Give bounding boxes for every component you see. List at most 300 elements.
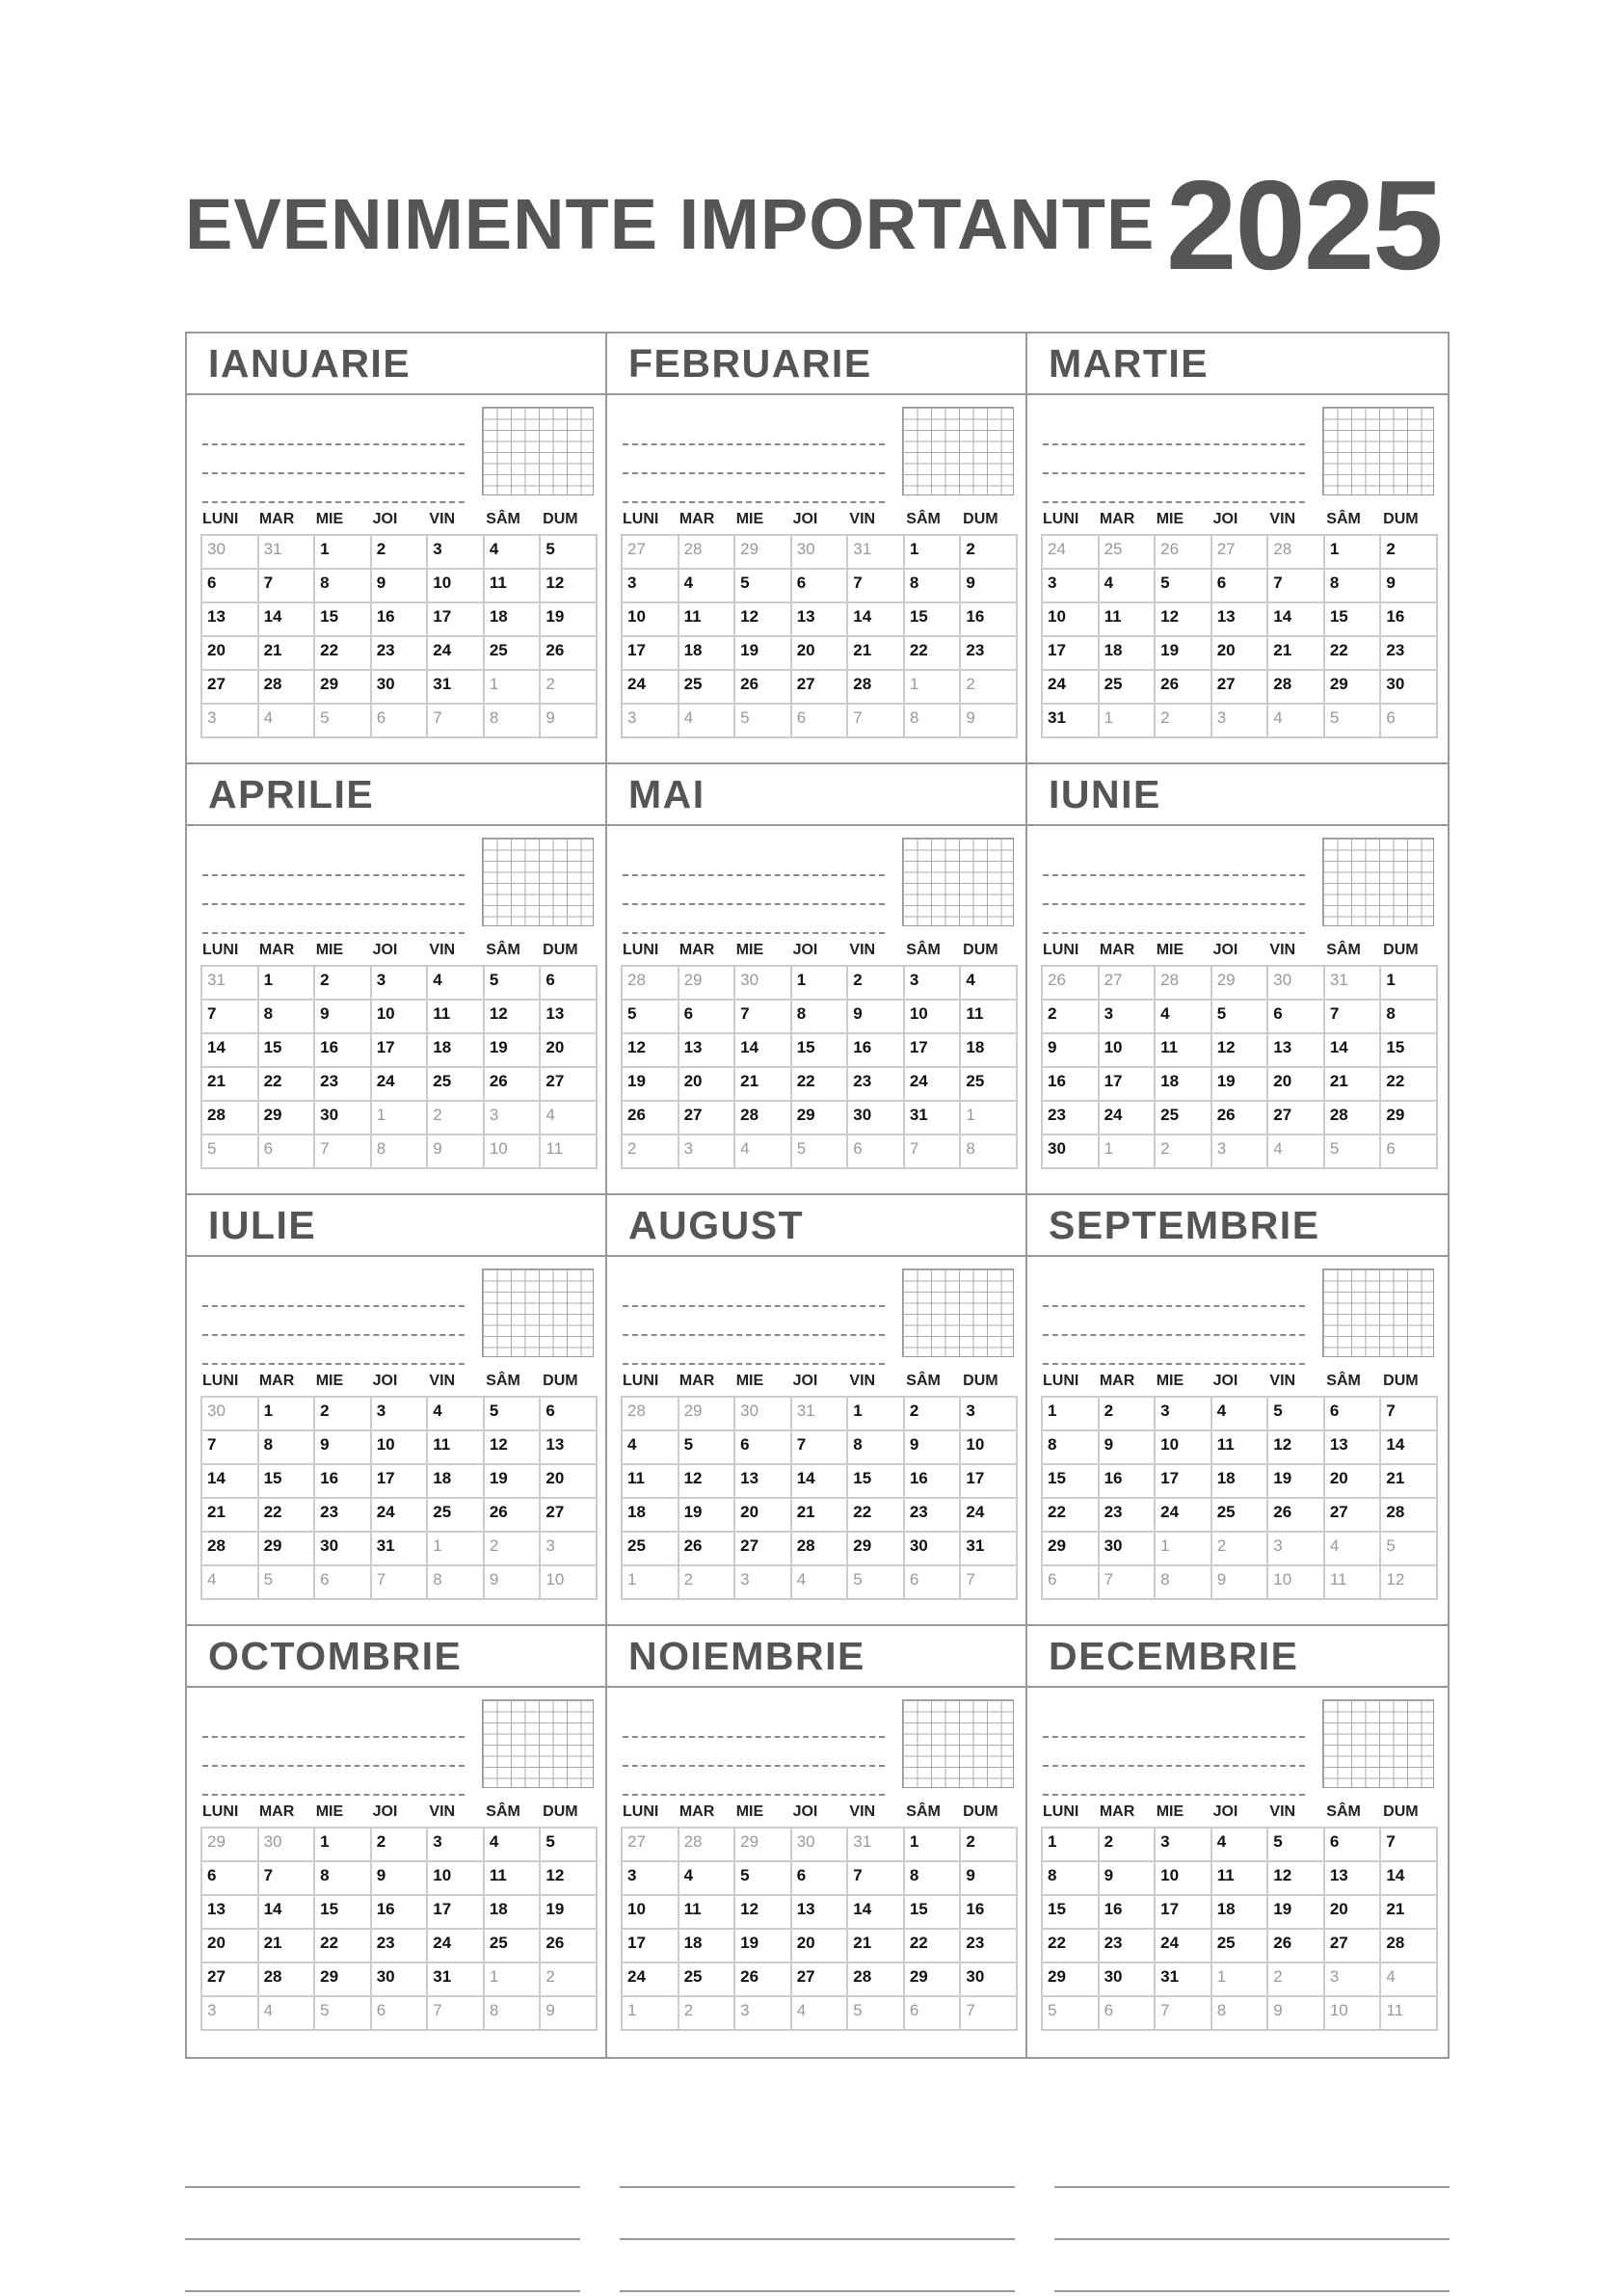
footer-note-line[interactable] <box>620 2136 1015 2188</box>
day-cell[interactable]: 2 <box>485 1533 542 1566</box>
day-cell[interactable]: 6 <box>1043 1566 1100 1600</box>
day-cell[interactable]: 19 <box>541 1896 598 1930</box>
day-cell[interactable]: 11 <box>1100 603 1157 637</box>
day-cell[interactable]: 2 <box>428 1102 485 1135</box>
note-line[interactable] <box>623 1767 885 1796</box>
day-cell[interactable]: 3 <box>202 1997 259 2031</box>
day-cell[interactable]: 2 <box>961 536 1018 570</box>
note-line[interactable] <box>202 1278 465 1307</box>
day-cell[interactable]: 30 <box>1100 1533 1157 1566</box>
day-cell[interactable]: 20 <box>1325 1465 1382 1499</box>
day-cell[interactable]: 8 <box>1325 570 1382 603</box>
day-cell[interactable]: 27 <box>792 671 849 705</box>
footer-note-line[interactable] <box>185 2188 580 2240</box>
day-cell[interactable]: 9 <box>485 1566 542 1600</box>
day-cell[interactable]: 8 <box>315 1862 372 1896</box>
day-cell[interactable]: 9 <box>961 570 1018 603</box>
day-cell[interactable]: 26 <box>1268 1499 1325 1533</box>
day-cell[interactable]: 19 <box>1212 1068 1269 1102</box>
day-cell[interactable]: 20 <box>679 1068 736 1102</box>
day-cell[interactable]: 5 <box>485 1398 542 1431</box>
day-cell[interactable]: 25 <box>428 1068 485 1102</box>
day-cell[interactable]: 10 <box>1268 1566 1325 1600</box>
day-cell[interactable]: 13 <box>1212 603 1269 637</box>
day-cell[interactable]: 29 <box>848 1533 905 1566</box>
day-cell[interactable]: 24 <box>1043 536 1100 570</box>
day-cell[interactable]: 30 <box>1100 1963 1157 1997</box>
day-cell[interactable]: 3 <box>372 1398 429 1431</box>
day-cell[interactable]: 18 <box>1212 1896 1269 1930</box>
day-cell[interactable]: 19 <box>623 1068 679 1102</box>
day-cell[interactable]: 1 <box>1381 967 1438 1001</box>
day-cell[interactable]: 22 <box>1043 1930 1100 1963</box>
day-cell[interactable]: 4 <box>485 536 542 570</box>
day-cell[interactable]: 24 <box>623 1963 679 1997</box>
day-cell[interactable]: 2 <box>315 967 372 1001</box>
day-cell[interactable]: 21 <box>259 637 316 671</box>
day-cell[interactable]: 9 <box>905 1431 962 1465</box>
day-cell[interactable]: 6 <box>1100 1997 1157 2031</box>
day-cell[interactable]: 27 <box>1212 536 1269 570</box>
day-cell[interactable]: 9 <box>315 1431 372 1465</box>
day-cell[interactable]: 20 <box>202 1930 259 1963</box>
day-cell[interactable]: 8 <box>485 705 542 738</box>
day-cell[interactable]: 28 <box>1381 1499 1438 1533</box>
day-cell[interactable]: 6 <box>315 1566 372 1600</box>
day-cell[interactable]: 5 <box>1381 1533 1438 1566</box>
day-cell[interactable]: 4 <box>679 705 736 738</box>
day-cell[interactable]: 13 <box>1268 1034 1325 1068</box>
day-cell[interactable]: 20 <box>735 1499 792 1533</box>
day-cell[interactable]: 26 <box>1268 1930 1325 1963</box>
day-cell[interactable]: 28 <box>848 671 905 705</box>
day-cell[interactable]: 31 <box>1325 967 1382 1001</box>
day-cell[interactable]: 21 <box>735 1068 792 1102</box>
day-cell[interactable]: 9 <box>1268 1997 1325 2031</box>
day-cell[interactable]: 27 <box>1325 1499 1382 1533</box>
day-cell[interactable]: 2 <box>961 671 1018 705</box>
note-line[interactable] <box>1043 474 1305 503</box>
day-cell[interactable]: 13 <box>202 603 259 637</box>
day-cell[interactable]: 30 <box>961 1963 1018 1997</box>
day-cell[interactable]: 19 <box>485 1465 542 1499</box>
day-cell[interactable]: 4 <box>961 967 1018 1001</box>
day-cell[interactable]: 28 <box>202 1533 259 1566</box>
day-cell[interactable]: 9 <box>848 1001 905 1034</box>
day-cell[interactable]: 4 <box>792 1997 849 2031</box>
day-cell[interactable]: 7 <box>202 1001 259 1034</box>
day-cell[interactable]: 23 <box>372 1930 429 1963</box>
note-line[interactable] <box>1043 1307 1305 1336</box>
day-cell[interactable]: 6 <box>679 1001 736 1034</box>
day-cell[interactable]: 14 <box>1325 1034 1382 1068</box>
day-cell[interactable]: 16 <box>315 1465 372 1499</box>
day-cell[interactable]: 28 <box>1268 671 1325 705</box>
day-cell[interactable]: 5 <box>541 1829 598 1862</box>
day-cell[interactable]: 19 <box>679 1499 736 1533</box>
day-cell[interactable]: 23 <box>315 1068 372 1102</box>
footer-note-line[interactable] <box>185 2136 580 2188</box>
day-cell[interactable]: 1 <box>259 967 316 1001</box>
day-cell[interactable]: 20 <box>792 1930 849 1963</box>
day-cell[interactable]: 29 <box>315 671 372 705</box>
day-cell[interactable]: 25 <box>679 1963 736 1997</box>
day-cell[interactable]: 16 <box>1043 1068 1100 1102</box>
day-cell[interactable]: 7 <box>259 1862 316 1896</box>
day-cell[interactable]: 25 <box>679 671 736 705</box>
day-cell[interactable]: 4 <box>1381 1963 1438 1997</box>
day-cell[interactable]: 20 <box>1268 1068 1325 1102</box>
day-cell[interactable]: 19 <box>735 637 792 671</box>
day-cell[interactable]: 8 <box>428 1566 485 1600</box>
day-cell[interactable]: 27 <box>541 1499 598 1533</box>
day-cell[interactable]: 10 <box>485 1135 542 1169</box>
day-cell[interactable]: 30 <box>259 1829 316 1862</box>
day-cell[interactable]: 16 <box>372 603 429 637</box>
day-cell[interactable]: 3 <box>1043 570 1100 603</box>
day-cell[interactable]: 30 <box>372 671 429 705</box>
day-cell[interactable]: 25 <box>1212 1930 1269 1963</box>
day-cell[interactable]: 20 <box>541 1465 598 1499</box>
day-cell[interactable]: 25 <box>485 637 542 671</box>
day-cell[interactable]: 4 <box>1212 1398 1269 1431</box>
day-cell[interactable]: 5 <box>848 1997 905 2031</box>
day-cell[interactable]: 21 <box>1381 1896 1438 1930</box>
note-line[interactable] <box>623 445 885 474</box>
day-cell[interactable]: 12 <box>679 1465 736 1499</box>
day-cell[interactable]: 3 <box>372 967 429 1001</box>
note-line[interactable] <box>202 847 465 876</box>
footer-note-line[interactable] <box>1054 2136 1450 2188</box>
day-cell[interactable]: 4 <box>202 1566 259 1600</box>
day-cell[interactable]: 17 <box>623 1930 679 1963</box>
day-cell[interactable]: 12 <box>541 570 598 603</box>
day-cell[interactable]: 18 <box>485 603 542 637</box>
day-cell[interactable]: 4 <box>735 1135 792 1169</box>
day-cell[interactable]: 28 <box>259 671 316 705</box>
day-cell[interactable]: 10 <box>541 1566 598 1600</box>
day-cell[interactable]: 5 <box>735 1862 792 1896</box>
day-cell[interactable]: 22 <box>1043 1499 1100 1533</box>
day-cell[interactable]: 8 <box>1156 1566 1212 1600</box>
day-cell[interactable]: 3 <box>1156 1829 1212 1862</box>
note-line[interactable] <box>623 1738 885 1767</box>
note-line[interactable] <box>1043 1767 1305 1796</box>
day-cell[interactable]: 10 <box>372 1001 429 1034</box>
day-cell[interactable]: 8 <box>259 1001 316 1034</box>
day-cell[interactable]: 19 <box>1156 637 1212 671</box>
day-cell[interactable]: 12 <box>735 1896 792 1930</box>
day-cell[interactable]: 3 <box>623 1862 679 1896</box>
day-cell[interactable]: 22 <box>259 1499 316 1533</box>
day-cell[interactable]: 22 <box>315 637 372 671</box>
day-cell[interactable]: 11 <box>428 1001 485 1034</box>
day-cell[interactable]: 23 <box>315 1499 372 1533</box>
day-cell[interactable]: 28 <box>735 1102 792 1135</box>
day-cell[interactable]: 5 <box>735 570 792 603</box>
day-cell[interactable]: 2 <box>372 536 429 570</box>
day-cell[interactable]: 14 <box>259 603 316 637</box>
day-cell[interactable]: 7 <box>1156 1997 1212 2031</box>
note-line[interactable] <box>202 1336 465 1365</box>
day-cell[interactable]: 21 <box>1325 1068 1382 1102</box>
day-cell[interactable]: 30 <box>848 1102 905 1135</box>
day-cell[interactable]: 3 <box>735 1997 792 2031</box>
day-cell[interactable]: 31 <box>792 1398 849 1431</box>
day-cell[interactable]: 3 <box>1100 1001 1157 1034</box>
day-cell[interactable]: 3 <box>961 1398 1018 1431</box>
day-cell[interactable]: 23 <box>372 637 429 671</box>
day-cell[interactable]: 15 <box>1043 1465 1100 1499</box>
day-cell[interactable]: 10 <box>905 1001 962 1034</box>
day-cell[interactable]: 20 <box>202 637 259 671</box>
day-cell[interactable]: 18 <box>679 637 736 671</box>
day-cell[interactable]: 4 <box>1212 1829 1269 1862</box>
day-cell[interactable]: 30 <box>905 1533 962 1566</box>
day-cell[interactable]: 28 <box>1325 1102 1382 1135</box>
day-cell[interactable]: 29 <box>1043 1533 1100 1566</box>
day-cell[interactable]: 2 <box>541 671 598 705</box>
day-cell[interactable]: 5 <box>202 1135 259 1169</box>
day-cell[interactable]: 26 <box>485 1499 542 1533</box>
day-cell[interactable]: 4 <box>485 1829 542 1862</box>
day-cell[interactable]: 23 <box>961 1930 1018 1963</box>
day-cell[interactable]: 16 <box>961 1896 1018 1930</box>
day-cell[interactable]: 6 <box>372 705 429 738</box>
day-cell[interactable]: 30 <box>372 1963 429 1997</box>
day-cell[interactable]: 29 <box>679 967 736 1001</box>
day-cell[interactable]: 3 <box>428 1829 485 1862</box>
day-cell[interactable]: 1 <box>1100 1135 1157 1169</box>
day-cell[interactable]: 21 <box>792 1499 849 1533</box>
day-cell[interactable]: 23 <box>961 637 1018 671</box>
day-cell[interactable]: 28 <box>1381 1930 1438 1963</box>
day-cell[interactable]: 7 <box>428 705 485 738</box>
day-cell[interactable]: 3 <box>679 1135 736 1169</box>
day-cell[interactable]: 3 <box>623 570 679 603</box>
day-cell[interactable]: 14 <box>792 1465 849 1499</box>
day-cell[interactable]: 9 <box>961 1862 1018 1896</box>
day-cell[interactable]: 27 <box>1268 1102 1325 1135</box>
note-line[interactable] <box>1043 1709 1305 1738</box>
day-cell[interactable]: 13 <box>792 1896 849 1930</box>
day-cell[interactable]: 6 <box>905 1997 962 2031</box>
day-cell[interactable]: 16 <box>961 603 1018 637</box>
day-cell[interactable]: 11 <box>679 1896 736 1930</box>
day-cell[interactable]: 19 <box>541 603 598 637</box>
day-cell[interactable]: 3 <box>1268 1533 1325 1566</box>
day-cell[interactable]: 9 <box>1100 1862 1157 1896</box>
day-cell[interactable]: 9 <box>541 705 598 738</box>
day-cell[interactable]: 14 <box>1381 1431 1438 1465</box>
day-cell[interactable]: 1 <box>1325 536 1382 570</box>
day-cell[interactable]: 29 <box>735 536 792 570</box>
day-cell[interactable]: 2 <box>1156 1135 1212 1169</box>
note-line[interactable] <box>623 1278 885 1307</box>
day-cell[interactable]: 4 <box>1325 1533 1382 1566</box>
day-cell[interactable]: 25 <box>1100 536 1157 570</box>
day-cell[interactable]: 24 <box>428 637 485 671</box>
day-cell[interactable]: 2 <box>623 1135 679 1169</box>
day-cell[interactable]: 13 <box>679 1034 736 1068</box>
note-line[interactable] <box>202 876 465 905</box>
day-cell[interactable]: 18 <box>485 1896 542 1930</box>
day-cell[interactable]: 10 <box>623 1896 679 1930</box>
day-cell[interactable]: 10 <box>1100 1034 1157 1068</box>
day-cell[interactable]: 14 <box>1381 1862 1438 1896</box>
day-cell[interactable]: 22 <box>792 1068 849 1102</box>
day-cell[interactable]: 4 <box>792 1566 849 1600</box>
day-cell[interactable]: 1 <box>1100 705 1157 738</box>
day-cell[interactable]: 6 <box>1381 705 1438 738</box>
day-cell[interactable]: 27 <box>1212 671 1269 705</box>
day-cell[interactable]: 17 <box>623 637 679 671</box>
day-cell[interactable]: 21 <box>259 1930 316 1963</box>
day-cell[interactable]: 4 <box>1268 1135 1325 1169</box>
day-cell[interactable]: 2 <box>372 1829 429 1862</box>
day-cell[interactable]: 5 <box>485 967 542 1001</box>
day-cell[interactable]: 14 <box>202 1034 259 1068</box>
day-cell[interactable]: 10 <box>428 570 485 603</box>
day-cell[interactable]: 28 <box>259 1963 316 1997</box>
footer-note-line[interactable] <box>185 2240 580 2292</box>
day-cell[interactable]: 9 <box>1100 1431 1157 1465</box>
day-cell[interactable]: 1 <box>428 1533 485 1566</box>
day-cell[interactable]: 22 <box>848 1499 905 1533</box>
day-cell[interactable]: 2 <box>905 1398 962 1431</box>
day-cell[interactable]: 30 <box>315 1533 372 1566</box>
day-cell[interactable]: 12 <box>485 1431 542 1465</box>
day-cell[interactable]: 13 <box>541 1431 598 1465</box>
day-cell[interactable]: 8 <box>1381 1001 1438 1034</box>
day-cell[interactable]: 7 <box>1100 1566 1157 1600</box>
day-cell[interactable]: 5 <box>735 705 792 738</box>
day-cell[interactable]: 17 <box>428 603 485 637</box>
day-cell[interactable]: 1 <box>485 1963 542 1997</box>
day-cell[interactable]: 30 <box>792 536 849 570</box>
day-cell[interactable]: 29 <box>1212 967 1269 1001</box>
day-cell[interactable]: 14 <box>848 603 905 637</box>
day-cell[interactable]: 24 <box>372 1068 429 1102</box>
note-line[interactable] <box>623 1307 885 1336</box>
day-cell[interactable]: 1 <box>372 1102 429 1135</box>
day-cell[interactable]: 16 <box>1381 603 1438 637</box>
day-cell[interactable]: 8 <box>485 1997 542 2031</box>
day-cell[interactable]: 19 <box>1268 1465 1325 1499</box>
day-cell[interactable]: 5 <box>623 1001 679 1034</box>
day-cell[interactable]: 2 <box>1268 1963 1325 1997</box>
day-cell[interactable]: 21 <box>1381 1465 1438 1499</box>
day-cell[interactable]: 8 <box>372 1135 429 1169</box>
day-cell[interactable]: 9 <box>315 1001 372 1034</box>
day-cell[interactable]: 1 <box>848 1398 905 1431</box>
day-cell[interactable]: 13 <box>792 603 849 637</box>
day-cell[interactable]: 8 <box>905 570 962 603</box>
day-cell[interactable]: 29 <box>259 1533 316 1566</box>
day-cell[interactable]: 9 <box>1043 1034 1100 1068</box>
day-cell[interactable]: 3 <box>541 1533 598 1566</box>
day-cell[interactable]: 6 <box>1268 1001 1325 1034</box>
day-cell[interactable]: 14 <box>1268 603 1325 637</box>
day-cell[interactable]: 4 <box>679 570 736 603</box>
day-cell[interactable]: 18 <box>623 1499 679 1533</box>
day-cell[interactable]: 18 <box>679 1930 736 1963</box>
day-cell[interactable]: 10 <box>623 603 679 637</box>
day-cell[interactable]: 17 <box>1156 1896 1212 1930</box>
day-cell[interactable]: 18 <box>428 1465 485 1499</box>
day-cell[interactable]: 3 <box>735 1566 792 1600</box>
day-cell[interactable]: 10 <box>428 1862 485 1896</box>
day-cell[interactable]: 16 <box>315 1034 372 1068</box>
day-cell[interactable]: 26 <box>1156 671 1212 705</box>
day-cell[interactable]: 3 <box>428 536 485 570</box>
day-cell[interactable]: 22 <box>905 637 962 671</box>
day-cell[interactable]: 7 <box>905 1135 962 1169</box>
day-cell[interactable]: 7 <box>372 1566 429 1600</box>
day-cell[interactable]: 14 <box>848 1896 905 1930</box>
day-cell[interactable]: 14 <box>735 1034 792 1068</box>
day-cell[interactable]: 11 <box>1156 1034 1212 1068</box>
day-cell[interactable]: 21 <box>202 1499 259 1533</box>
day-cell[interactable]: 29 <box>792 1102 849 1135</box>
day-cell[interactable]: 31 <box>1043 705 1100 738</box>
day-cell[interactable]: 1 <box>905 536 962 570</box>
day-cell[interactable]: 12 <box>1381 1566 1438 1600</box>
note-line[interactable] <box>623 474 885 503</box>
day-cell[interactable]: 8 <box>1043 1862 1100 1896</box>
day-cell[interactable]: 26 <box>485 1068 542 1102</box>
day-cell[interactable]: 1 <box>259 1398 316 1431</box>
day-cell[interactable]: 15 <box>259 1034 316 1068</box>
day-cell[interactable]: 30 <box>735 967 792 1001</box>
day-cell[interactable]: 18 <box>1100 637 1157 671</box>
day-cell[interactable]: 8 <box>961 1135 1018 1169</box>
day-cell[interactable]: 10 <box>1156 1862 1212 1896</box>
day-cell[interactable]: 6 <box>735 1431 792 1465</box>
day-cell[interactable]: 18 <box>1156 1068 1212 1102</box>
day-cell[interactable]: 24 <box>905 1068 962 1102</box>
day-cell[interactable]: 1 <box>1156 1533 1212 1566</box>
day-cell[interactable]: 11 <box>1212 1431 1269 1465</box>
day-cell[interactable]: 11 <box>679 603 736 637</box>
day-cell[interactable]: 12 <box>735 603 792 637</box>
day-cell[interactable]: 14 <box>202 1465 259 1499</box>
day-cell[interactable]: 9 <box>961 705 1018 738</box>
footer-note-line[interactable] <box>620 2240 1015 2292</box>
footer-note-line[interactable] <box>1054 2188 1450 2240</box>
day-cell[interactable]: 16 <box>372 1896 429 1930</box>
day-cell[interactable]: 29 <box>1381 1102 1438 1135</box>
day-cell[interactable]: 11 <box>1381 1997 1438 2031</box>
day-cell[interactable]: 10 <box>372 1431 429 1465</box>
day-cell[interactable]: 2 <box>1100 1829 1157 1862</box>
day-cell[interactable]: 7 <box>202 1431 259 1465</box>
note-line[interactable] <box>623 1709 885 1738</box>
day-cell[interactable]: 27 <box>623 1829 679 1862</box>
day-cell[interactable]: 6 <box>905 1566 962 1600</box>
day-cell[interactable]: 6 <box>792 1862 849 1896</box>
day-cell[interactable]: 9 <box>372 1862 429 1896</box>
day-cell[interactable]: 7 <box>1268 570 1325 603</box>
day-cell[interactable]: 31 <box>961 1533 1018 1566</box>
day-cell[interactable]: 5 <box>1156 570 1212 603</box>
day-cell[interactable]: 28 <box>623 967 679 1001</box>
day-cell[interactable]: 2 <box>961 1829 1018 1862</box>
day-cell[interactable]: 1 <box>623 1566 679 1600</box>
day-cell[interactable]: 4 <box>541 1102 598 1135</box>
day-cell[interactable]: 8 <box>848 1431 905 1465</box>
day-cell[interactable]: 17 <box>1156 1465 1212 1499</box>
